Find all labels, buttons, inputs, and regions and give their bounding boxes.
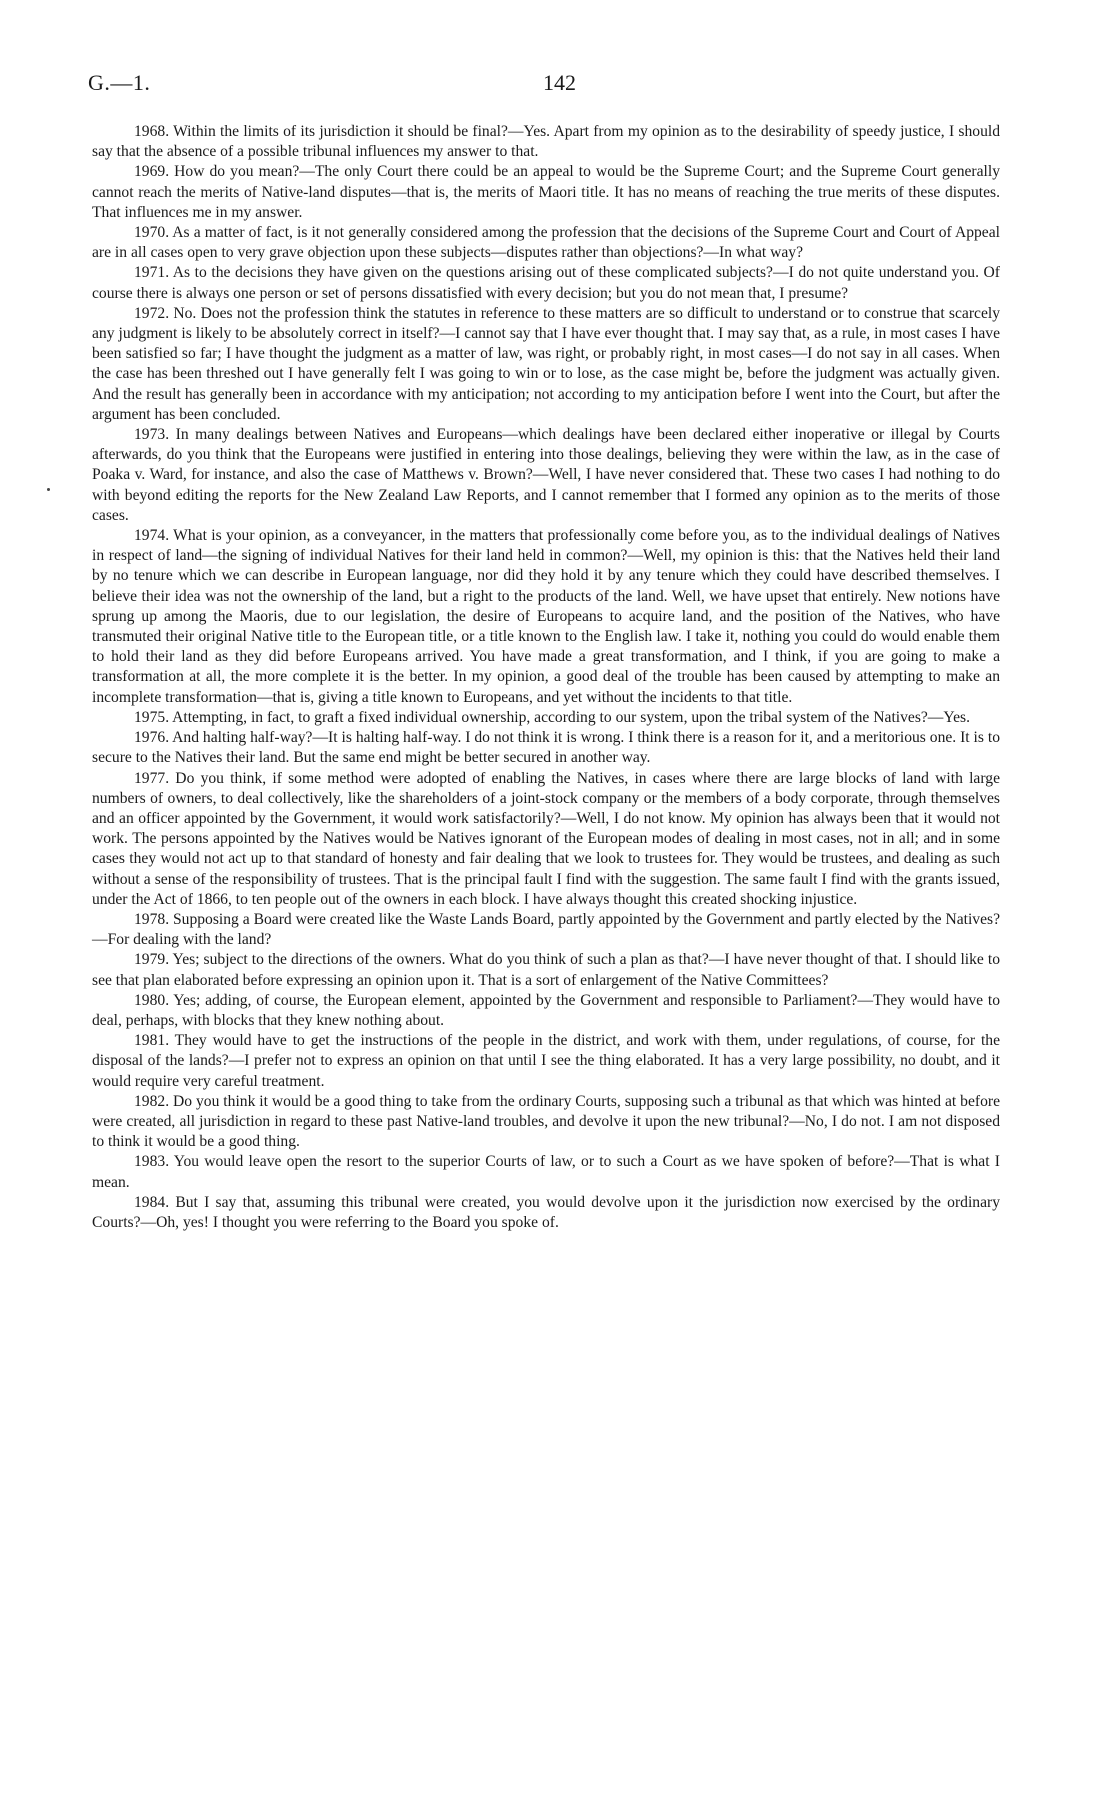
question-1981: 1981. They would have to get the instructions of the people in the district, and work with them, under regulations, of course, for the disposal of the lands?—I prefer not to express an opinion on that until I see the thing elaborated. It has a very large possibility, no doubt, and it would require very careful treatment. [92,1032,1000,1090]
question-1983: 1983. You would leave open the resort to the superior Courts of law, or to such a Court as we have spoken of before?—That is what I mean. [92,1153,1000,1191]
question-1969: 1969. How do you mean?—The only Court there could be an appeal to would be the Supreme Court; and the Supreme Court generally cannot reach the merits of Native-land disputes—that is, the merits of Maori title. It has no means of reaching the true merits of these disputes. That influences me in my answer. [92,163,1000,221]
question-1974: 1974. What is your opinion, as a conveyancer, in the matters that professionally come before you, as to the individual dealings of Natives in respect of land—the signing of individual Natives for their land held in common?—Well, my opinion is this: that the Natives held their land by no tenure which we can describe in European language, nor did they hold it by any tenure which they could have described themselves. I believe their idea was not the ownership of the land, but a right to the products of the land. Well, we have upset that entirely. New notions have sprung up among the Maoris, due to our legislation, the desire of Europeans to acquire land, and the position of the Natives, who have transmuted their original Native title to the European title, or a title known to the English law. I take it, nothing you could do would enable them to hold their land as they did before Europeans arrived. You have made a great transformation, and I think, if you are going to make a transformation at all, the more complete it is the better. In my opinion, a good deal of the trouble has been caused by attempting to make an incomplete transformation—that is, giving a title known to Europeans, and yet without the incidents to that title. [92,527,1000,706]
question-1972: 1972. No. Does not the profession think the statutes in reference to these matters are so difficult to understand or to construe that scarcely any judgment is likely to be absolutely correct in itself?—I cannot say that I have ever thought that. I may say that, as a rule, in most cases I have been satisfied so far; I have thought the judgment as a matter of law, was right, or probably right, in most cases—I do not say in all cases. When the case has been threshed out I have generally felt I was going to win or to lose, as the case might be, before the judgment was actually given. And the result has generally been in accordance with my anticipation; not according to my anticipation before I went into the Court, but after the argument has been concluded. [92,304,1000,423]
question-1977: 1977. Do you think, if some method were adopted of enabling the Natives, in cases where there are large blocks of land with large numbers of owners, to deal collectively, like the shareholders of a joint-stock company or the members of a body corporate, through themselves and an officer appointed by the Government, it would work satisfactorily?—Well, I do not know. My opinion has always been that it would not work. The persons appointed by the Natives would be Natives ignorant of the European modes of dealing in most cases, not in all; and in some cases they would not act up to that standard of honesty and fair dealing that we look to trustees for. They would be trustees, and dealing as such without a sense of the responsibility of trustees. That is the principal fault I find with the suggestion. The same fault I find with the grants issued, under the Act of 1866, to ten people out of the owners in each block. I have always thought this created shocking injustice. [92,769,1000,908]
question-1970: 1970. As a matter of fact, is it not generally considered among the profession that the decisions of the Supreme Court and Court of Appeal are in all cases open to very grave objection upon these subjects—disputes rather than objections?—In what way? [92,224,1000,262]
question-1971: 1971. As to the decisions they have given on the questions arising out of these complicated subjects?—I do not quite understand you. Of course there is always one person or set of persons dissatisfied with every decision; but you do not mean that, I presume? [92,264,1000,302]
question-1979: 1979. Yes; subject to the directions of the owners. What do you think of such a plan as that?—I have never thought of that. I should like to see that plan elaborated before expressing an opinion upon it. That is a sort of enlargement of the Native Committees? [92,951,1000,989]
evidence-text [92,122,1000,1233]
question-1975: 1975. Attempting, in fact, to graft a fixed individual ownership, according to our system, upon the tribal system of the Natives?—Yes. [134,708,970,726]
document-reference: G.—1. [88,70,151,95]
question-1968: 1968. Within the limits of its jurisdiction it should be final?—Yes. Apart from my opinion as to the desirability of speedy justice, I should say that the absence of a possible tribunal influences my answer to that. [92,123,1000,161]
question-1978: 1978. Supposing a Board were created like the Waste Lands Board, partly appointed by the Government and partly elected by the Natives?—For dealing with the land? [92,910,1000,949]
page-number: 142 [543,70,576,95]
question-1976: 1976. And halting half-way?—It is halting half-way. I do not think it is wrong. I think there is a reason for it, and a meritorious one. It is to secure to the Natives their land. But the same end might be better secured in another way. [92,729,1000,767]
page-header [88,70,1008,100]
question-1980: 1980. Yes; adding, of course, the European element, appointed by the Government and responsible to Parliament?—They would have to deal, perhaps, with blocks that they knew nothing about. [92,991,1000,1029]
question-1982: 1982. Do you think it would be a good thing to take from the ordinary Courts, supposing such a tribunal as that which was hinted at before were created, all jurisdiction in regard to these past Native-land troubles, and devolve it upon the new tribunal?—No, I do not. I am not disposed to think it would be a good thing. [92,1092,1000,1151]
margin-mark [47,488,50,491]
question-1973: 1973. In many dealings between Natives and Europeans—which dealings have been declared either inoperative or illegal by Courts afterwards, do you think that the Europeans were justified in entering into those dealings, believing they were within the law, as in the case of Poaka v. Ward, for instance, and also the case of Matthews v. Brown?—Well, I have never considered that. These two cases I had nothing to do with beyond editing the reports for the New Zealand Law Reports, and I cannot remember that I formed any opinion as to the merits of those cases. [92,426,1000,524]
question-1984: 1984. But I say that, assuming this tribunal were created, you would devolve upon it the jurisdiction now exercised by the ordinary Courts?—Oh, yes! I thought you were referring to the Board you spoke of. [92,1193,1000,1231]
